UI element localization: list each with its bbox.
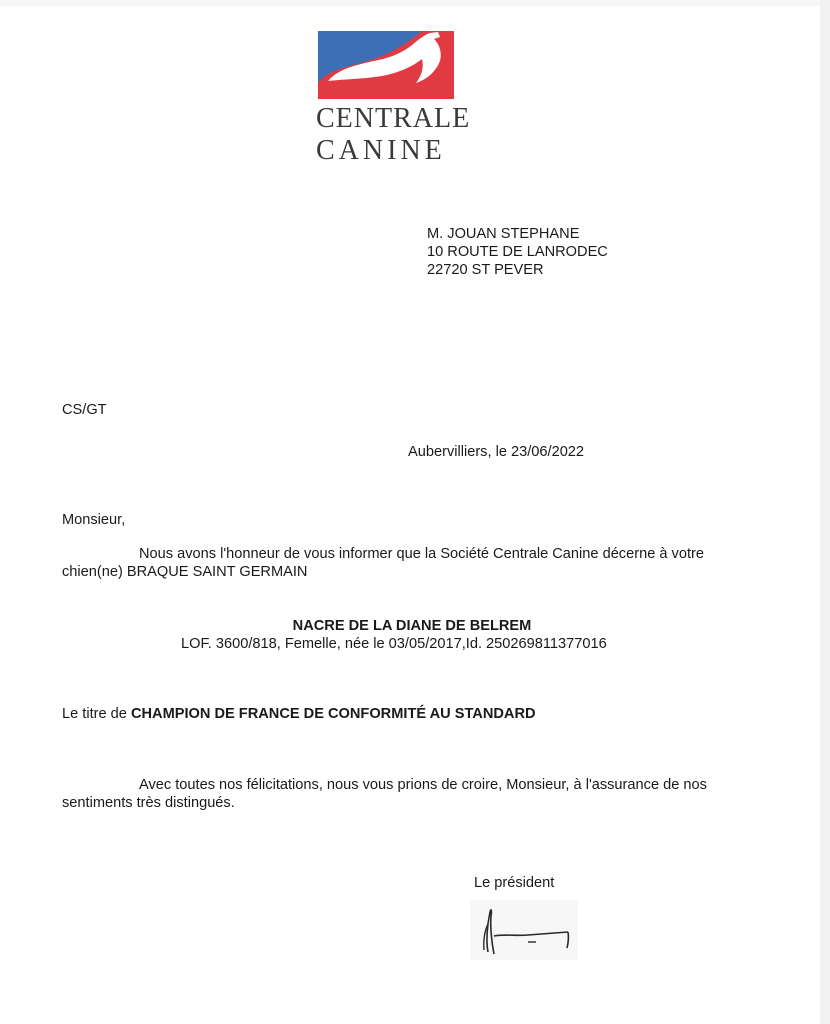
- dog-name-text: NACRE DE LA DIANE DE BELREM: [292, 618, 532, 634]
- recipient-city: 22720 ST PEVER: [427, 262, 544, 278]
- dog-details: LOF. 3600/818, Femelle, née le 03/05/2017,Id. 250269811377016: [181, 636, 607, 652]
- recipient-name: M. JOUAN STEPHANE: [427, 226, 580, 242]
- page-right-edge: [820, 0, 830, 1024]
- recipient-street: 10 ROUTE DE LANRODEC: [427, 244, 608, 260]
- intro-line-1: Nous avons l'honneur de vous informer que la Société Centrale Canine décerne à votre: [139, 546, 704, 562]
- logo-line-1: CENTRALE: [316, 103, 471, 134]
- signatory-title: Le président: [474, 875, 555, 891]
- signature-image: [470, 900, 578, 960]
- title-award: [62, 706, 536, 723]
- intro-line-2: chien(ne) BRAQUE SAINT GERMAIN: [62, 564, 308, 580]
- page-top-edge: [0, 0, 830, 6]
- title-prefix: Le titre de: [62, 706, 127, 722]
- salutation: Monsieur,: [62, 512, 126, 528]
- logo-line-2: CANINE: [316, 135, 446, 166]
- reference-code: CS/GT: [62, 402, 107, 418]
- logo-wordmark: [316, 103, 471, 167]
- closing-line-2: sentiments très distingués.: [62, 795, 235, 811]
- closing-line-1: Avec toutes nos félicitations, nous vous prions de croire, Monsieur, à l'assurance de nos: [139, 777, 707, 793]
- centrale-canine-logo-icon: [318, 31, 454, 99]
- dog-name: [0, 618, 830, 635]
- place-date: Aubervilliers, le 23/06/2022: [408, 444, 585, 460]
- title-name: CHAMPION DE FRANCE DE CONFORMITÉ AU STANDARD: [130, 706, 536, 722]
